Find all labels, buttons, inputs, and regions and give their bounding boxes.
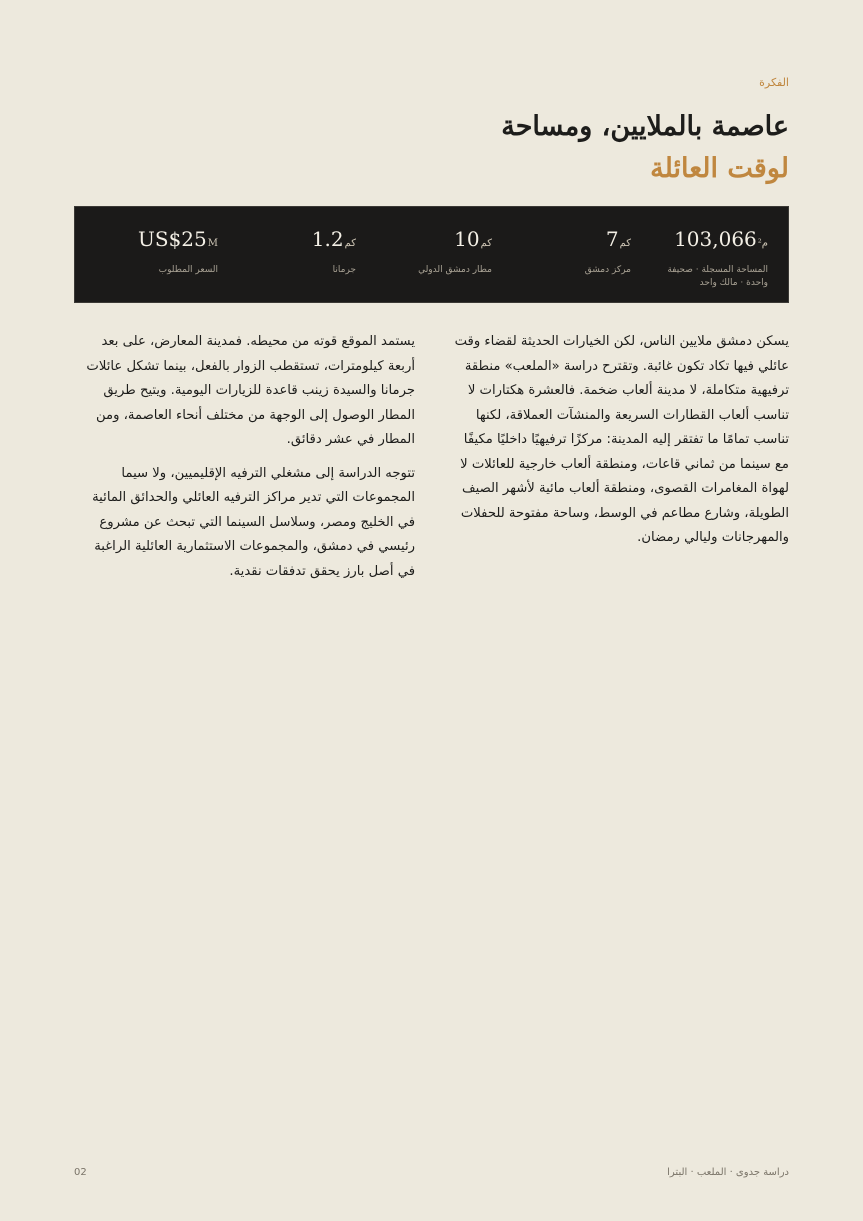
footer-doc-label: دراسة جدوى · الملعب · البترا: [667, 1167, 789, 1178]
body-column-left: [74, 330, 415, 593]
stat-label: مركز دمشق: [584, 265, 631, 275]
stat-airport: [362, 227, 492, 277]
stat-unit: M: [207, 238, 218, 249]
section-eyebrow: الفكرة: [759, 76, 789, 89]
body-paragraph: يسكن دمشق ملايين الناس، لكن الخيارات الحديثة لقضاء وقت عائلي فيها تكاد تكون غائبة. وتقترح دراسة «الملعب» منطقة ترفيهية متكاملة، لا مدينة ألعاب ضخمة. فالعشرة هكتارات لا تناسب ألعاب القطارات السريعة والمنشآت العملاقة، لكنها تناسب تمامًا ما تفتقر إليه المدينة: مركزًا ترفيهيًا داخليًا مكيفًا مع سينما من ثماني قاعات، ومنطقة ألعاب خارجية للعائلات لا لهواة المغامرات القصوى، ومنطقة ألعاب مائية لأشهر الصيف الطويلة، وشارع مطاعم في الوسط، وساحة مفتوحة للحفلات والمهرجانات وليالي رمضان.: [454, 334, 789, 545]
page-title: [89, 106, 789, 190]
title-line-2: لوقت العائلة: [650, 153, 789, 184]
stat-value: 10كم: [454, 227, 492, 251]
stat-label: المساحة المسجلة · صحيفة واحدة · مالك واحد: [667, 265, 768, 288]
footer-page-number: 02: [74, 1167, 87, 1178]
stat-area: [656, 227, 768, 290]
stat-label: السعر المطلوب: [158, 265, 218, 275]
stat-label: جرمانا: [332, 265, 356, 275]
stat-value: 103,066م²: [674, 227, 768, 251]
stat-unit: كم: [344, 238, 356, 249]
stat-damascus-center: [531, 227, 631, 277]
stat-value: 1.2كم: [311, 227, 356, 251]
stat-value: US$25M: [138, 227, 218, 251]
body-paragraph: يستمد الموقع قوته من محيطه. فمدينة المعارض، على بعد أربعة كيلومترات، تستقطب الزوار بالفعل، بينما تشكل عائلات جرمانا والسيدة زينب قاعدة للزيارات اليومية. ويتيح طريق المطار الوصول إلى الوجهة من مختلف أنحاء العاصمة، ومن المطار في عشر دقائق.: [86, 334, 415, 447]
stat-label: مطار دمشق الدولي: [418, 265, 492, 275]
stat-unit: كم: [619, 238, 631, 249]
body-paragraph: تتوجه الدراسة إلى مشغلي الترفيه الإقليميين، ولا سيما المجموعات التي تدير مراكز الترفيه العائلي والحدائق المائية في الخليج ومصر، وسلاسل السينما التي تبحث عن مشروع رئيسي في دمشق، والمجموعات الاستثمارية العائلية الراغبة في أصل بارز يحقق تدفقات نقدية.: [92, 465, 415, 579]
stat-jaramana: [256, 227, 356, 277]
stat-unit: كم: [480, 238, 492, 249]
stat-asking-price: [88, 227, 218, 277]
stat-value: 7كم: [605, 227, 631, 251]
stats-bar: [74, 206, 789, 303]
body-column-right: [449, 330, 789, 560]
stat-unit: م²: [757, 238, 768, 249]
title-line-1: عاصمة بالملايين، ومساحة: [501, 111, 789, 142]
